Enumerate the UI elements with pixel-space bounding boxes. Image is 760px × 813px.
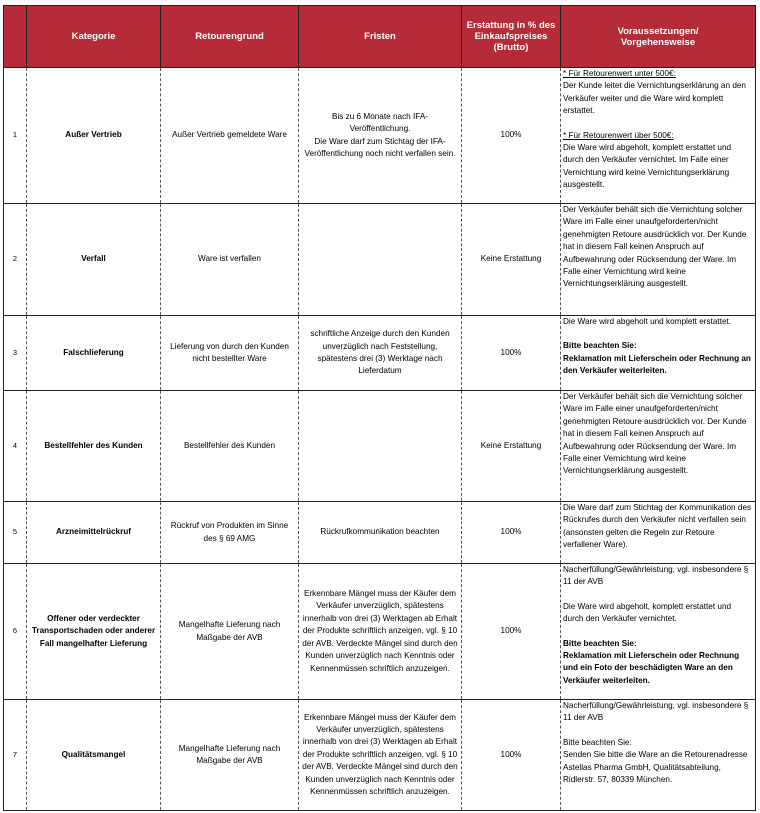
header-category: Kategorie <box>27 6 161 68</box>
table-row <box>4 68 756 204</box>
row-number: 5 <box>4 502 27 564</box>
row-refund: Keine Erstattung <box>462 391 561 502</box>
header-requirements: Voraussetzungen/ Vorgehensweise <box>561 6 756 68</box>
row-refund: 100% <box>462 564 561 700</box>
row-requirements: Der Verkäufer behält sich die Vernichtung solcher Ware im Falle einer unaufgeforderten/nicht genehmigten Retoure ausdrücklich vor. Der Kunde hat in diesem Fall keinen Anspruch auf Aufbewahrung oder Rücksendung der Ware. Im Falle einer Vernichtung wird keine Vernichtungserklärung ausgestellt. <box>561 204 756 316</box>
row-requirements: Der Verkäufer behält sich die Vernichtung solcher Ware im Falle einer unaufgeforderten/nicht genehmigten Retoure ausdrücklich vor. Der Kunde hat in diesem Fall keinen Anspruch auf Aufbewahrung oder Rücksendung der Ware. Im Falle einer Vernichtung wird keine Vernichtungserklärung ausgestellt. <box>561 391 756 502</box>
table-header-row <box>4 6 756 68</box>
row-deadline: Erkennbare Mängel muss der Käufer dem Verkäufer unverzüglich, spätestens innerhalb von drei (3) Werktagen ab Erhalt der Produkte schriftlich anzeigen, vgl. § 10 der AVB. Verdeckte Mängel sind durch den Kunden unverzüglich nach Kenntnis oder Kennenmüssen schriftlich anzuzeigen. <box>299 700 462 811</box>
row-reason: Lieferung von durch den Kunden nicht bestellter Ware <box>161 316 299 391</box>
row-reason: Mangelhafte Lieferung nach Maßgabe der AVB <box>161 564 299 700</box>
row-deadline: Erkennbare Mängel muss der Käufer dem Verkäufer unverzüglich, spätestens innerhalb von drei (3) Werktagen ab Erhalt der Produkte schriftlich anzeigen, vgl. § 10 der AVB. Verdeckte Mängel sind durch den Kunden unverzüglich nach Kenntnis oder Kennenmüssen schriftlich anzuzeigen. <box>299 564 462 700</box>
row-category: Bestellfehler des Kunden <box>27 391 161 502</box>
row-category: Qualitätsmangel <box>27 700 161 811</box>
row-requirements: * Für Retourenwert unter 500€: Der Kunde leitet die Vernichtungserklärung an den Verkäufer weiter und die Ware wird komplett erstattet. * Für Retourenwert über 500€: Die Ware wird abgeholt, komplett erstattet und durch den Verkäufer vernichtet. Im Falle einer Vernichtung wird keine Vernichtungserklärung ausgestellt. <box>561 68 756 204</box>
table-row <box>4 502 756 564</box>
row-reason: Rückruf von Produkten im Sinne des § 69 AMG <box>161 502 299 564</box>
row-reason: Außer Vertrieb gemeldete Ware <box>161 68 299 204</box>
row-category: Außer Vertrieb <box>27 68 161 204</box>
header-refund: Erstattung in % des Einkaufspreises (Brutto) <box>462 6 561 68</box>
row-number: 1 <box>4 68 27 204</box>
row-category: Falschlieferung <box>27 316 161 391</box>
row-reason: Ware ist verfallen <box>161 204 299 316</box>
row-reason: Mangelhafte Lieferung nach Maßgabe der AVB <box>161 700 299 811</box>
row-requirements: Die Ware darf zum Stichtag der Kommunikation des Rückrufes durch den Verkäufer nicht verfallen sein (ansonsten gelten die Regeln zur Retoure verfallener Ware). <box>561 502 756 564</box>
row-number: 4 <box>4 391 27 502</box>
row-requirements: Die Ware wird abgeholt und komplett erstattet. Bitte beachten Sie: Reklamation mit Lieferschein oder Rechnung an den Verkäufer weiterleiten. <box>561 316 756 391</box>
row-number: 2 <box>4 204 27 316</box>
row-deadline <box>299 204 462 316</box>
row-deadline <box>299 391 462 502</box>
returns-table <box>3 5 756 811</box>
row-number: 7 <box>4 700 27 811</box>
row-category: Arzneimittelrückruf <box>27 502 161 564</box>
row-deadline: Rückrufkommunikation beachten <box>299 502 462 564</box>
row-refund: 100% <box>462 502 561 564</box>
row-requirements: Nacherfüllung/Gewährleistung, vgl. insbesondere § 11 der AVB Bitte beachten Sie: Senden Sie bitte die Ware an die Retourenadresse Astellas Pharma GmbH, Qualitätsabteilung, Ridlerstr. 57, 80339 München. <box>561 700 756 811</box>
table-row <box>4 316 756 391</box>
row-number: 6 <box>4 564 27 700</box>
header-reason: Retourengrund <box>161 6 299 68</box>
row-number: 3 <box>4 316 27 391</box>
row-refund: 100% <box>462 68 561 204</box>
header-deadlines: Fristen <box>299 6 462 68</box>
row-deadline: schriftliche Anzeige durch den Kunden unverzüglich nach Feststellung, spätestens drei (3) Werktage nach Lieferdatum <box>299 316 462 391</box>
row-reason: Bestellfehler des Kunden <box>161 391 299 502</box>
table-row <box>4 700 756 811</box>
table-row <box>4 391 756 502</box>
table-row <box>4 564 756 700</box>
row-refund: Keine Erstattung <box>462 204 561 316</box>
row-refund: 100% <box>462 316 561 391</box>
header-number <box>4 6 27 68</box>
table-row <box>4 204 756 316</box>
row-category: Offener oder verdeckter Transportschaden oder anderer Fall mangelhafter Lieferung <box>27 564 161 700</box>
row-refund: 100% <box>462 700 561 811</box>
row-deadline: Bis zu 6 Monate nach IFA-Veröffentlichung. Die Ware darf zum Stichtag der IFA-Veröffentlichung noch nicht verfallen sein. <box>299 68 462 204</box>
row-category: Verfall <box>27 204 161 316</box>
row-requirements: Nacherfüllung/Gewährleistung, vgl. insbesondere § 11 der AVB Die Ware wird abgeholt, komplett erstattet und durch den Verkäufer vernichtet. Bitte beachten Sie: Reklamation mit Lieferschein oder Rechnung und ein Foto der beschädigten Ware an den Verkäufer weiterleiten. <box>561 564 756 700</box>
